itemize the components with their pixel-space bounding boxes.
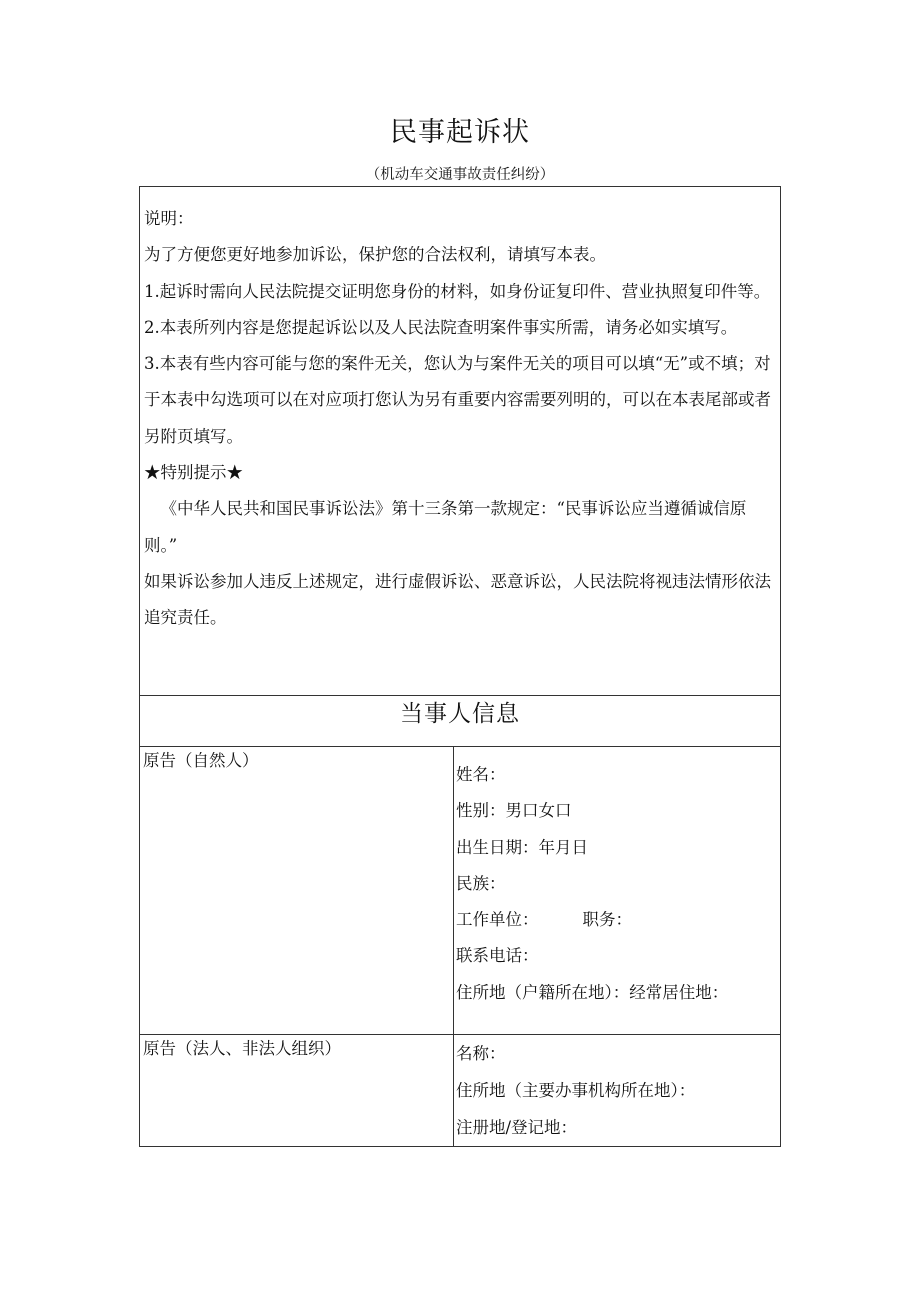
plaintiff-natural-person-row xyxy=(140,747,780,1035)
complaint-form-table xyxy=(139,186,781,1147)
plaintiff-natural-person-fields xyxy=(454,747,780,1034)
instruction-item-2: 2.本表所列内容是您提起诉讼以及人民法院查明案件事实所需，请务必如实填写。 xyxy=(144,317,738,337)
workplace-field[interactable]: 工作单位： xyxy=(456,910,539,930)
gender-field[interactable]: 性别：男口女口 xyxy=(456,801,572,821)
position-field[interactable]: 职务： xyxy=(582,910,632,930)
plaintiff-legal-person-fields xyxy=(454,1035,780,1146)
instructions-intro: 为了方便您更好地参加诉讼，保护您的合法权利，请填写本表。 xyxy=(144,245,606,265)
document-subtitle: （机动车交通事故责任纠纷） xyxy=(365,167,555,183)
plaintiff-natural-person-label: 原告（自然人） xyxy=(140,747,454,1034)
name-field[interactable]: 姓名： xyxy=(456,765,506,784)
ethnicity-field[interactable]: 民族： xyxy=(456,873,506,893)
phone-field[interactable]: 联系电话： xyxy=(456,946,539,966)
law-quote: 《中华人民共和国民事诉讼法》第十三条第一款规定：“民事诉讼应当遵循诚信原则。” xyxy=(144,499,747,555)
plaintiff-legal-person-label: 原告（法人、非法人组织） xyxy=(140,1035,454,1146)
instructions-section xyxy=(140,187,780,696)
instructions-heading: 说明： xyxy=(144,209,194,228)
party-info-heading: 当事人信息 xyxy=(140,696,780,747)
instruction-item-3: 3.本表有些内容可能与您的案件无关，您认为与案件无关的项目可以填“无”或不填；对于本表中勾选项可以在对应项打您认为另有重要内容需要列明的，可以在本表尾部或者另附页填写。 xyxy=(144,354,771,446)
org-address-field[interactable]: 住所地（主要办事机构所在地）： xyxy=(456,1081,696,1100)
instruction-item-1: 1.起诉时需向人民法院提交证明您身份的材料，如身份证复印件、营业执照复印件等。 xyxy=(144,281,771,301)
registered-place-field[interactable]: 注册地/登记地： xyxy=(456,1118,578,1137)
birth-date-field[interactable]: 出生日期：年月日 xyxy=(456,837,588,857)
plaintiff-legal-person-row xyxy=(140,1035,780,1146)
workplace-position-line xyxy=(456,902,780,938)
warning-text: 如果诉讼参加人违反上述规定，进行虚假诉讼、恶意诉讼，人民法院将视违法情形依法追究责任。 xyxy=(144,571,771,628)
special-notice-heading: ★特别提示★ xyxy=(144,463,243,483)
document-title: 民事起诉状 xyxy=(390,117,530,148)
org-name-field[interactable]: 名称： xyxy=(456,1044,506,1063)
address-field[interactable]: 住所地（户籍所在地）：经常居住地： xyxy=(456,982,729,1002)
